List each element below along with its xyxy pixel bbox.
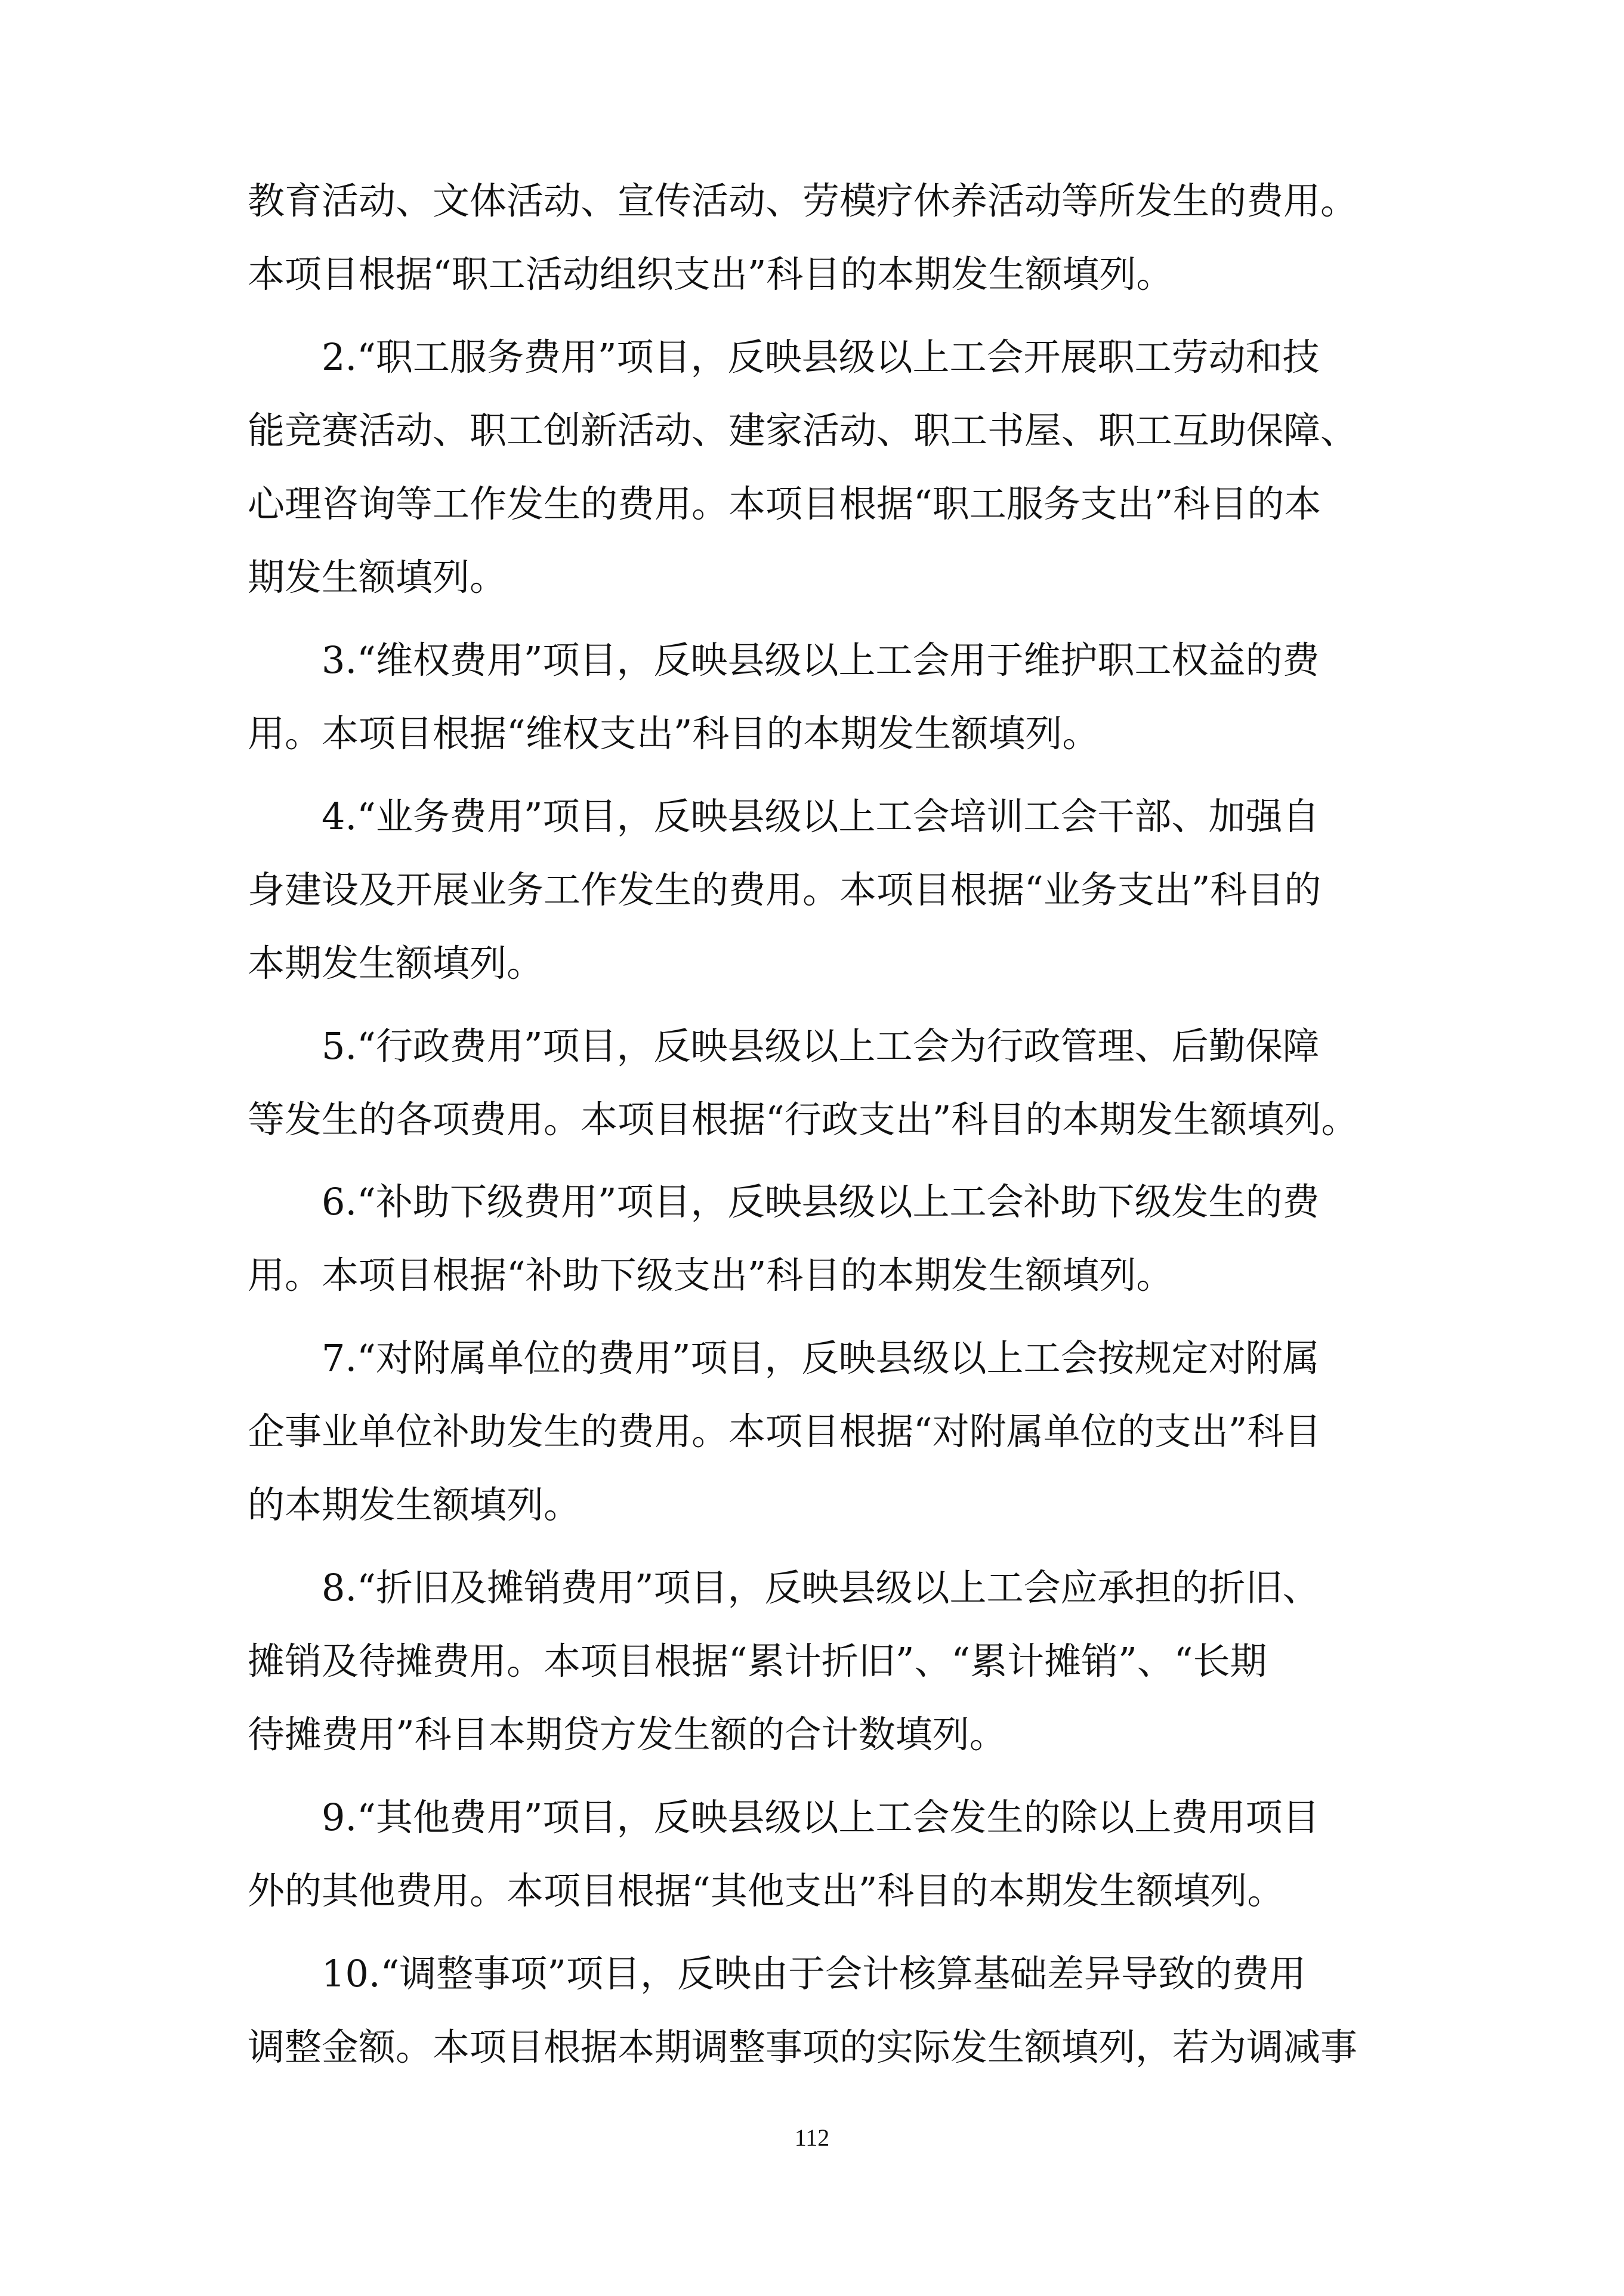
text-line: 心理咨询等工作发生的费用。本项目根据“职工服务支出”科目的本 xyxy=(248,482,1322,526)
text-line: 用。本项目根据“补助下级支出”科目的本期发生额填列。 xyxy=(248,1253,1174,1297)
text-line: 6.“补助下级费用”项目，反映县级以上工会补助下级发生的费 xyxy=(322,1180,1320,1223)
text-line: 9.“其他费用”项目，反映县级以上工会发生的除以上费用项目 xyxy=(322,1796,1320,1839)
text-line: 10.“调整事项”项目，反映由于会计核算基础差异导致的费用 xyxy=(322,1952,1306,1995)
text-line: 本项目根据“职工活动组织支出”科目的本期发生额填列。 xyxy=(248,252,1174,296)
text-line: 外的其他费用。本项目根据“其他支出”科目的本期发生额填列。 xyxy=(248,1869,1285,1912)
text-line: 用。本项目根据“维权支出”科目的本期发生额填列。 xyxy=(248,712,1100,755)
text-line: 5.“行政费用”项目，反映县级以上工会为行政管理、后勤保障 xyxy=(322,1024,1320,1068)
text-line: 身建设及开展业务工作发生的费用。本项目根据“业务支出”科目的 xyxy=(248,868,1322,911)
text-line: 7.“对附属单位的费用”项目，反映县级以上工会按规定对附属 xyxy=(322,1336,1320,1380)
text-line: 3.“维权费用”项目，反映县级以上工会用于维护职工权益的费 xyxy=(322,638,1320,682)
text-line: 调整金额。本项目根据本期调整事项的实际发生额填列，若为调减事 xyxy=(248,2025,1358,2069)
text-line: 本期发生额填列。 xyxy=(248,941,544,985)
text-line: 的本期发生额填列。 xyxy=(248,1483,581,1526)
page-number: 112 xyxy=(794,2124,830,2151)
text-line: 等发生的各项费用。本项目根据“行政支出”科目的本期发生额填列。 xyxy=(248,1098,1359,1141)
text-line: 摊销及待摊费用。本项目根据“累计折旧”、“累计摊销”、“长期 xyxy=(248,1639,1267,1683)
text-line: 教育活动、文体活动、宣传活动、劳模疗休养活动等所发生的费用。 xyxy=(248,179,1358,223)
text-line: 待摊费用”科目本期贷方发生额的合计数填列。 xyxy=(248,1713,1006,1756)
text-line: 2.“职工服务费用”项目，反映县级以上工会开展职工劳动和技 xyxy=(322,335,1320,379)
text-line: 4.“业务费用”项目，反映县级以上工会培训工会干部、加强自 xyxy=(322,795,1320,838)
text-line: 企事业单位补助发生的费用。本项目根据“对附属单位的支出”科目 xyxy=(248,1410,1322,1453)
text-line: 8.“折旧及摊销费用”项目，反映县级以上工会应承担的折旧、 xyxy=(322,1566,1320,1609)
text-line: 能竞赛活动、职工创新活动、建家活动、职工书屋、职工互助保障、 xyxy=(248,409,1358,452)
text-line: 期发生额填列。 xyxy=(248,555,507,599)
